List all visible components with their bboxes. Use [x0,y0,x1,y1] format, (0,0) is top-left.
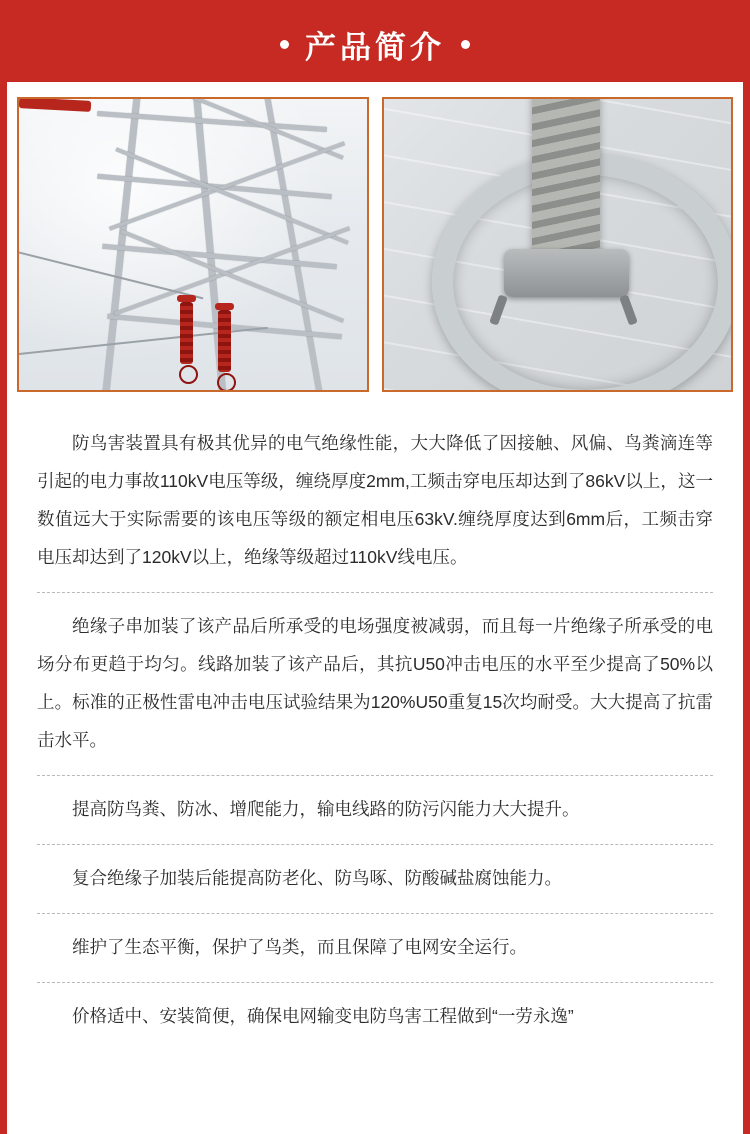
paragraph-1: 防鸟害装置具有极其优异的电气绝缘性能，大大降低了因接触、风偏、鸟粪滴连等引起的电力事故110kV电压等级，缠绕厚度2mm,工频击穿电压却达到了86kV以上，这一数值远大于实际需要的该电压等级的额定相电压63kV.缠绕厚度达到6mm后，工频击穿电压却达到了120kV以上，绝缘等级超过110kV线电压。 [37,433,713,567]
paragraph-5: 维护了生态平衡，保护了鸟类，而且保障了电网安全运行。 [72,937,527,957]
metal-clamp-fitting [504,249,629,297]
composite-insulator-column [532,97,600,266]
bullet-dot-right-icon [461,40,470,49]
page-title: 产品简介 [305,30,445,65]
insulator-string-2 [218,310,231,372]
insulator-cap-1 [177,295,196,302]
banner-inner [280,22,470,67]
paragraph-3: 提高防鸟粪、防冰、增爬能力，输电线路的防污闪能力大大提升。 [72,799,580,819]
product-photo-closeup [382,97,734,392]
product-photo-tower [17,97,369,392]
description-content [7,392,743,1077]
paragraph-4: 复合绝缘子加装后能提高防老化、防鸟啄、防酸碱盐腐蚀能力。 [72,868,562,888]
transmission-tower-graphic [57,97,369,392]
paragraph-6: 价格适中、安装简便，确保电网输变电防鸟害工程做到“一劳永逸” [72,1006,574,1026]
section-banner [0,0,750,82]
paragraph-2: 绝缘子串加装了该产品后所承受的电场强度被减弱，而且每一片绝缘子所承受的电场分布更趋于均匀。线路加装了该产品后，其抗U50冲击电压的水平至少提高了50%以上。标准的正极性雷电冲击电压试验结果为120%U50重复15次均耐受。大大提高了抗雷击水平。 [37,616,713,750]
bullet-dot-left-icon [280,40,289,49]
grading-ring-2-icon [217,373,236,392]
insulator-cap-2 [215,303,234,310]
grading-ring-1-icon [179,365,198,384]
image-gallery [7,82,743,392]
insulator-string-1 [180,302,193,364]
bottom-spacer [37,1051,713,1077]
